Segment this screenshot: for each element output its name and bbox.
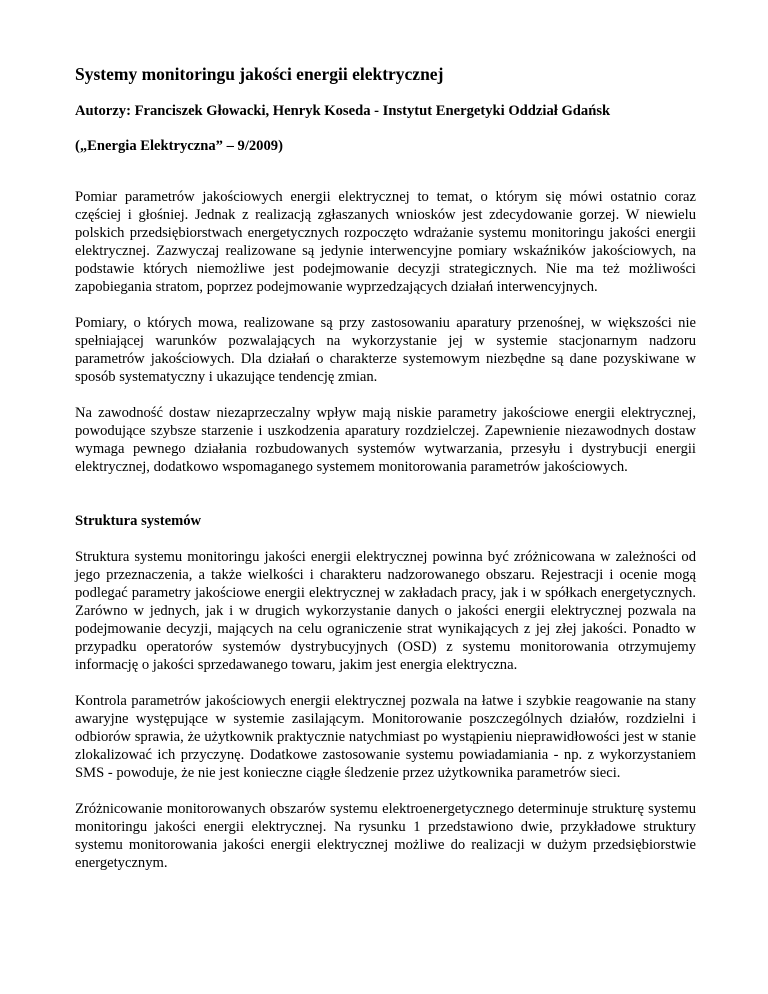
intro-paragraph-3: Na zawodność dostaw niezaprzeczalny wpływ mają niskie parametry jakościowe energii elektrycznej, powodujące szybsze starzenie i uszkodzenia aparatury rozdzielczej. Zapewnienie niezawodnych dostaw wymaga pewnego działania rozbudowanych systemów wytwarzania, przesyłu i dystrybucji energii elektrycznej, dodatkowo wspomaganego systemem monitorowania parametrów jakościowych. xyxy=(75,405,696,475)
section-heading: Struktura systemów xyxy=(75,513,202,529)
document-source: („Energia Elektryczna” – 9/2009) xyxy=(75,138,283,154)
section-paragraph-3: Zróżnicowanie monitorowanych obszarów systemu elektroenergetycznego determinuje strukturę systemu monitoringu jakości energii elektrycznej. Na rysunku 1 przedstawiono dwie, przykładowe struktury systemu monitorowania jakości energii elektrycznej możliwe do realizacji w dużym przedsiębiorstwie energetycznym. xyxy=(75,801,696,871)
document-authors: Autorzy: Franciszek Głowacki, Henryk Koseda - Instytut Energetyki Oddział Gdańsk xyxy=(75,103,611,119)
section-paragraph-1: Struktura systemu monitoringu jakości energii elektrycznej powinna być zróżnicowana w zależności od jego przeznaczenia, a także wielkości i charakteru nadzorowanego obszaru. Rejestracji i ocenie mogą podlegać parametry jakościowe energii elektrycznej w zakładach pracy, jak i w spółkach energetycznych. Zarówno w jednych, jak i w drugich wykorzystanie danych o jakości energii elektrycznej pozwala na podejmowanie decyzji, mających na celu ograniczenie strat wynikających z jej złej jakości. Ponadto w przypadku operatorów systemów dystrybucyjnych (OSD) z systemu monitorowania otrzymujemy informację o jakości sprzedawanego towaru, jakim jest energia elektryczna. xyxy=(75,549,696,673)
document-title: Systemy monitoringu jakości energii elektrycznej xyxy=(75,64,444,84)
intro-paragraph-2: Pomiary, o których mowa, realizowane są przy zastosowaniu aparatury przenośnej, w większości nie spełniającej warunków pozwalających na wykorzystanie jej w systemie stacjonarnym nadzoru parametrów jakościowych. Dla działań o charakterze systemowym niezbędne są dane pozyskiwane w sposób systematyczny i ukazujące tendencję zmian. xyxy=(75,315,696,385)
intro-paragraph-1: Pomiar parametrów jakościowych energii elektrycznej to temat, o którym się mówi ostatnio coraz częściej i głośniej. Jednak z realizacją zgłaszanych wniosków jest zdecydowanie gorzej. W niewielu polskich przedsiębiorstwach energetycznych rozpoczęto wdrażanie systemu monitoringu jakości energii elektrycznej. Zazwyczaj realizowane są jedynie interwencyjne pomiary wskaźników jakościowych, na podstawie których niemożliwe jest podejmowanie decyzji strategicznych. Nie ma też możliwości zapobiegania stratom, poprzez podejmowanie wyprzedzających działań interwencyjnych. xyxy=(75,189,696,295)
section-paragraph-2: Kontrola parametrów jakościowych energii elektrycznej pozwala na łatwe i szybkie reagowanie na stany awaryjne występujące w systemie zasilającym. Monitorowanie poszczególnych działów, rozdzielni i odbiorów sprawia, że użytkownik praktycznie natychmiast po wystąpieniu nieprawidłowości jest w stanie zlokalizować ich przyczynę. Dodatkowe zastosowanie systemu powiadamiania - np. z wykorzystaniem SMS - powoduje, że nie jest konieczne ciągłe śledzenie przez użytkownika parametrów sieci. xyxy=(75,693,696,781)
